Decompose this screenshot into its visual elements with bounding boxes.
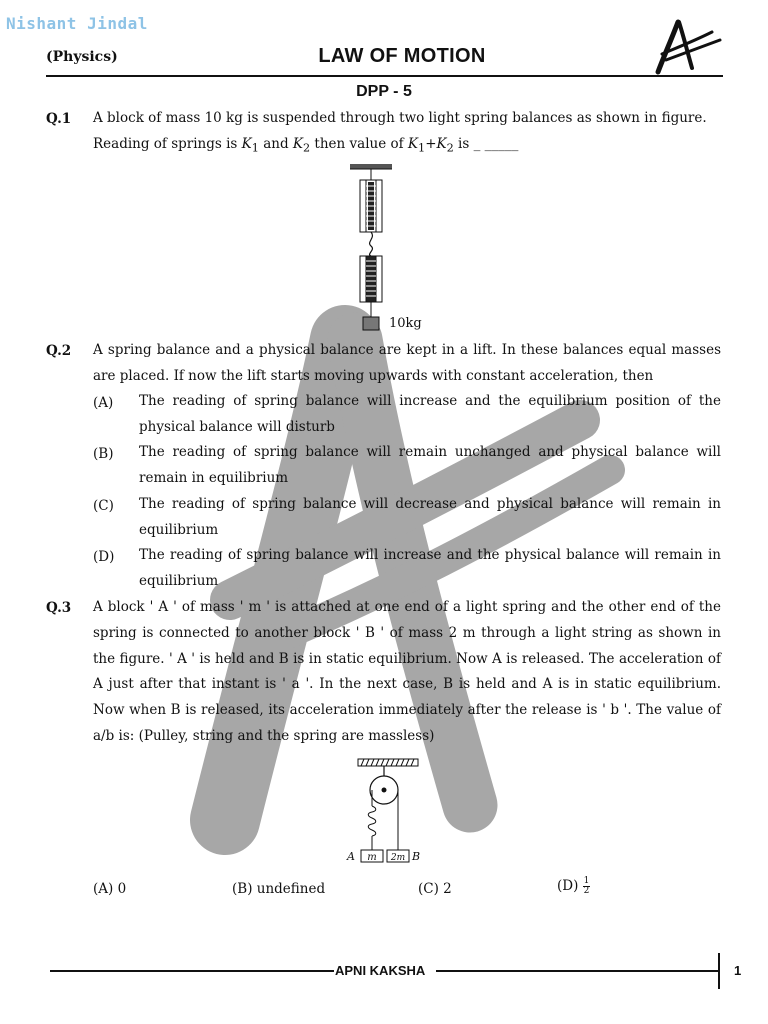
spring-coil (368, 806, 376, 836)
q2-option-d-label: (D) (93, 549, 115, 565)
label-a: A (347, 850, 355, 863)
q3-option-b: (B) undefined (232, 881, 326, 897)
q2-number: Q.2 (46, 343, 72, 359)
footer-rule-right (436, 970, 718, 972)
header-rule (46, 75, 723, 77)
brand-logo-icon (652, 18, 724, 76)
q3-pulley-figure (340, 756, 435, 866)
q2-option-a-text: The reading of spring balance will increase and the equilibrium position of the physical balance will disturb (139, 393, 721, 435)
q1-line2: Reading of springs is $K_1$ and $K_2$ then value of $K_1+K_2$ is _ _____ (93, 135, 519, 155)
q3-option-d: (D) $\frac{1}{2}$ (557, 876, 590, 896)
mass-a: m (367, 852, 377, 863)
mass-block (363, 317, 379, 330)
q1-spring-balance-figure (340, 160, 430, 335)
author-name: Nishant Jindal (6, 14, 148, 33)
q1-text (93, 106, 723, 161)
footer-divider (718, 953, 720, 989)
q3-number: Q.3 (46, 600, 72, 616)
subject-label: (Physics) (46, 49, 118, 65)
q2-option-b-text: The reading of spring balance will remain unchanged and physical balance will remain in equilibrium (139, 444, 721, 486)
q2-text: A spring balance and a physical balance are kept in a lift. In these balances equal masses are placed. If now the lift starts moving upwards with constant acceleration, then (93, 342, 721, 384)
mass-b: 2m (390, 853, 406, 863)
q2-option-b-label: (B) (93, 446, 114, 462)
spring-balance-1 (360, 180, 382, 232)
label-b: B (412, 850, 421, 863)
dpp-heading: DPP - 5 (356, 83, 412, 100)
q1-mass-label: 10kg (389, 316, 422, 331)
q2-option-d-text: The reading of spring balance will increase and the physical balance will remain in equilibrium (139, 547, 721, 589)
spring-balance-2 (360, 256, 382, 302)
q1-line1: A block of mass 10 kg is suspended through two light spring balances as shown in figure. (93, 110, 707, 126)
q3-option-a: (A) 0 (93, 881, 127, 897)
footer-brand: APNI KAKSHA (335, 963, 426, 978)
q1-number: Q.1 (46, 111, 72, 127)
q3-text: A block ' A ' of mass ' m ' is attached at one end of a light spring and the other end of the spring is connected to another block ' B ' of mass 2 m through a light string as shown in the figure. ' A ' is held and B is in static equilibrium. Now A is released. The acceleration of A just after that instant is ' a '. In the next case, B is held and A is in static equilibrium. Now when B is released, its acceleration immediately after the release is ' b '. The value of a/b is: (Pulley, string and the spring are massless) (93, 599, 721, 744)
q2-option-c-text: The reading of spring balance will decrease and physical balance will remain in equilibrium (139, 496, 721, 538)
page-title: LAW OF MOTION (318, 45, 486, 67)
page-number: 1 (734, 963, 742, 978)
q2-option-a-label: (A) (93, 395, 114, 411)
q3-option-c: (C) 2 (418, 881, 452, 897)
fraction-one-half: $\frac{1}{2}$ (583, 876, 590, 896)
footer-rule-left (50, 970, 334, 972)
q2-option-c-label: (C) (93, 498, 114, 514)
